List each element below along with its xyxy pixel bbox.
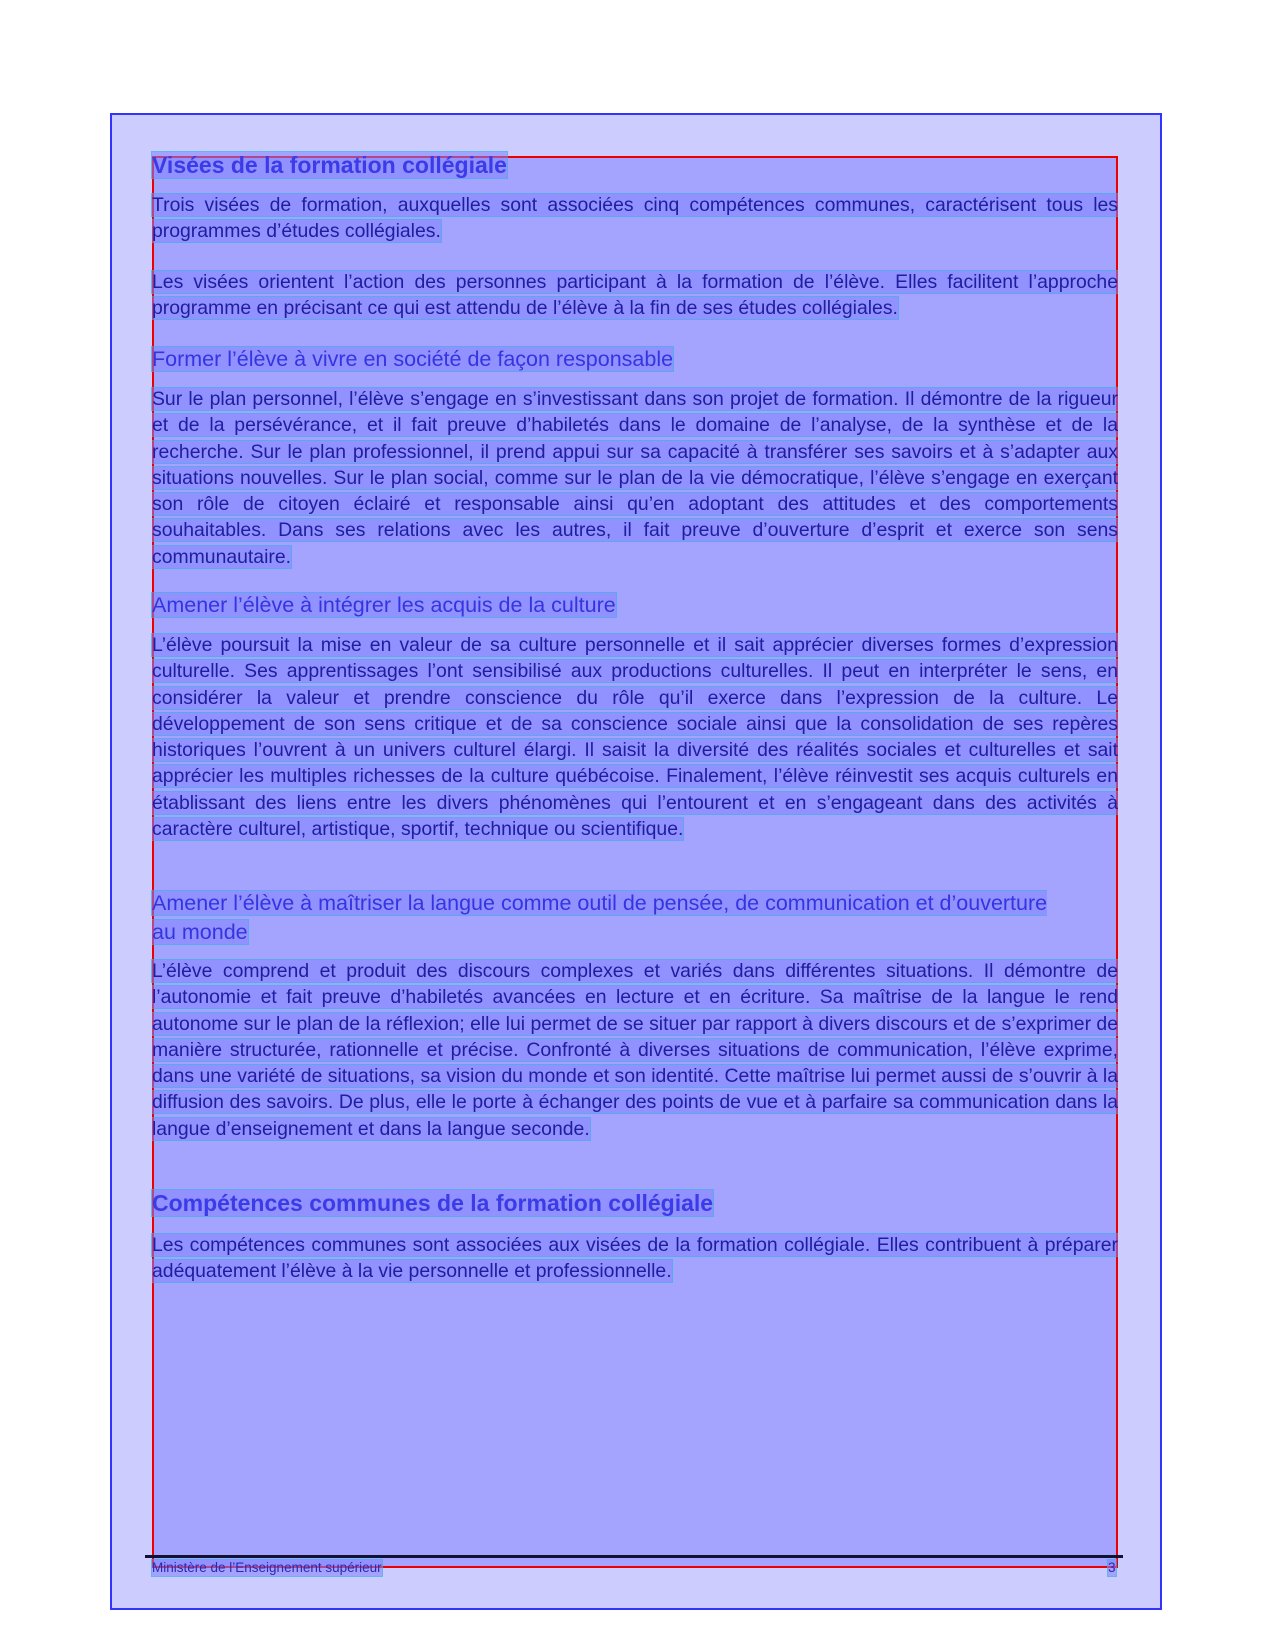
footer-page-number: 3 bbox=[1108, 1560, 1116, 1575]
paragraph-visees-intro: Trois visées de formation, auxquelles sont associées cinq compétences communes, caractérisent tous les programmes d’études collégiales. bbox=[152, 194, 1118, 243]
heading-langue: Amener l’élève à maîtriser la langue comme outil de pensée, de communication et d’ouverture au monde bbox=[152, 891, 1048, 944]
footer-rule bbox=[145, 1555, 1123, 1558]
heading-culture: Amener l’élève à intégrer les acquis de la culture bbox=[152, 593, 616, 617]
heading-competences: Compétences communes de la formation collégiale bbox=[152, 1190, 714, 1216]
paragraph-visees-role: Les visées orientent l’action des personnes participant à la formation de l’élève. Elles facilitent l’approche programme en précisant ce qui est attendu de l’élève à la fin de ses études collégiales. bbox=[152, 271, 1118, 320]
heading-former: Former l’élève à vivre en société de façon responsable bbox=[152, 347, 674, 371]
paragraph-langue: L’élève comprend et produit des discours complexes et variés dans différentes situations. Il démontre de l’autonomie et fait preuve d’habiletés avancées en lecture et en écriture. Sa maîtrise de la langue le rend autonome sur le plan de la réflexion; elle lui permet de se situer par rapport à divers discours et de s’exprimer de manière structurée, rationnelle et précise. Confronté à diverses situations de communication, l’élève exprime, dans une variété de situations, sa vision du monde et son identité. Cette maîtrise lui permet aussi de s’ouvrir à la diffusion des savoirs. De plus, elle le porte à échanger des points de vue et à parfaire sa communication dans la langue d’enseignement et dans la langue seconde. bbox=[152, 960, 1118, 1140]
paragraph-competences: Les compétences communes sont associées aux visées de la formation collégiale. Elles contribuent à préparer adéquatement l’élève à la vie personnelle et professionnelle. bbox=[152, 1234, 1118, 1283]
footer-publisher: Ministère de l’Enseignement supérieur bbox=[152, 1560, 382, 1575]
paragraph-culture: L’élève poursuit la mise en valeur de sa culture personnelle et il sait apprécier diverses formes d’expression culturelle. Ses apprentissages l’ont sensibilisé aux productions culturelles. Il peut en interpréter le sens, en considérer la valeur et prendre conscience du rôle qu’il exerce dans l’expression de la culture. Le développement de son sens critique et de sa conscience sociale ainsi que la consolidation de ses repères historiques l’ouvrent à un univers culturel élargi. Il saisit la diversité des réalités sociales et culturelles et sait apprécier les multiples richesses de la culture québécoise. Finalement, l’élève réinvestit ses acquis culturels en établissant des liens entre les divers phénomènes qui l’entourent et en s’engageant dans des activités à caractère culturel, artistique, sportif, technique ou scientifique. bbox=[152, 634, 1118, 841]
heading-visees: Visées de la formation collégiale bbox=[152, 152, 507, 178]
paragraph-former: Sur le plan personnel, l’élève s’engage en s’investissant dans son projet de formation. Il démontre de la rigueur et de la persévérance, et il fait preuve d’habiletés dans le domaine de l’analyse, de la synthèse et de la recherche. Sur le plan professionnel, il prend appui sur sa capacité à transférer ses savoirs et à s’adapter aux situations nouvelles. Sur le plan social, comme sur le plan de la vie démocratique, l’élève s’engage en exerçant son rôle de citoyen éclairé et responsable ainsi qu’en adoptant des attitudes et des comportements souhaitables. Dans ses relations avec les autres, il fait preuve d’ouverture d’esprit et exerce son sens communautaire. bbox=[152, 388, 1118, 568]
